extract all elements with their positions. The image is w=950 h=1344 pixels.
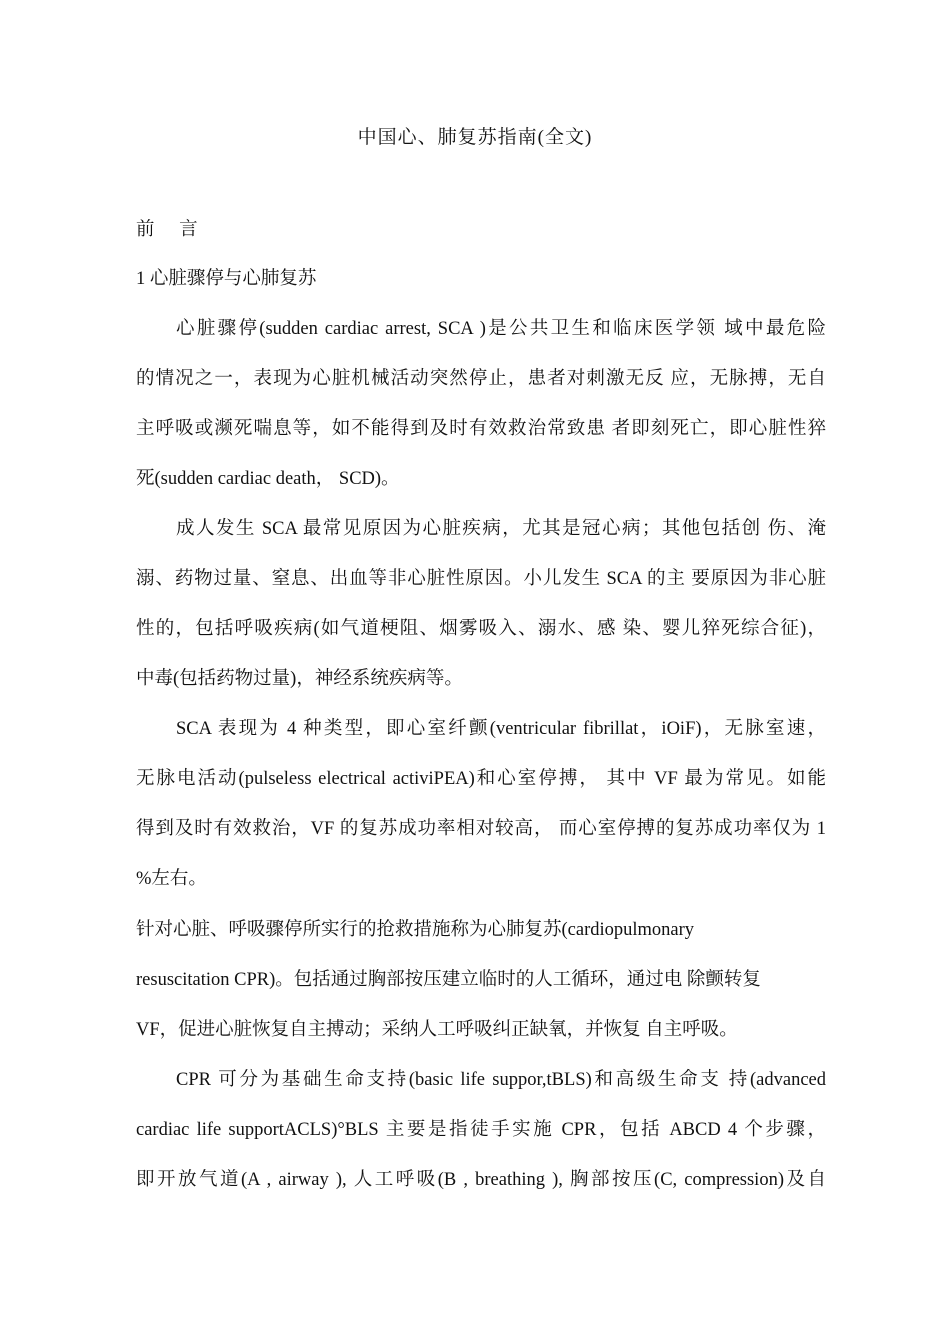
paragraph-line: cardiac life supportACLS)°BLS 主要是指徒手实施 CPR，包括 ABCD 4 个步骤， [136, 1120, 826, 1140]
paragraph-line: 针对心脏、呼吸骤停所实行的抢救措施称为心肺复苏(cardiopulmonary [136, 920, 695, 940]
paragraph-line: 心脏骤停(sudden cardiac arrest, SCA )是公共卫生和临床医学领 域中最危险 [176, 319, 826, 339]
paragraph-line: 溺、药物过量、窒息、出血等非心脏性原因。小儿发生 SCA 的主 要原因为非心脏 [136, 569, 826, 589]
paragraph-line: 的情况之一，表现为心脏机械活动突然停止，患者对刺激无反 应，无脉搏，无自 [136, 369, 826, 389]
paragraph-line: 得到及时有效救治，VF 的复苏成功率相对较高， 而心室停搏的复苏成功率仅为 1 [136, 819, 826, 839]
paragraph-line: 成人发生 SCA 最常见原因为心脏疾病，尤其是冠心病；其他包括创 伤、淹 [176, 519, 826, 539]
heading-preface: 前 言 [136, 220, 208, 240]
paragraph-line: %左右。 [136, 869, 207, 889]
paragraph-line: 中毒(包括药物过量)，神经系统疾病等。 [136, 669, 463, 689]
paragraph-line: CPR 可分为基础生命支持(basic life suppor,tBLS)和高级生命支 持(advanced [176, 1070, 826, 1090]
paragraph-line: SCA 表现为 4 种类型，即心室纤颤(ventricular fibrillat，iOiF)，无脉室速， [176, 719, 826, 739]
paragraph-line: 性的，包括呼吸疾病(如气道梗阻、烟雾吸入、溺水、感 染、婴儿猝死综合征)， [136, 619, 826, 639]
heading-section-1: 1 心脏骤停与心肺复苏 [136, 269, 317, 289]
paragraph-line: 主呼吸或濒死喘息等，如不能得到及时有效救治常致患 者即刻死亡，即心脏性猝 [136, 419, 826, 439]
paragraph-line: 死(sudden cardiac death， SCD)。 [136, 469, 400, 489]
paragraph-line: resuscitation CPR)。包括通过胸部按压建立临时的人工循环，通过电 除颤转复 [136, 970, 761, 990]
paragraph-line: 即开放气道(A , airway ), 人工呼吸(B , breathing ), 胸部按压(C, compression)及自 [136, 1170, 826, 1190]
document-title: 中国心、肺复苏指南(全文) [357, 127, 593, 148]
paragraph-line: VF，促进心脏恢复自主搏动；采纳人工呼吸纠正缺氧，并恢复 自主呼吸。 [136, 1020, 738, 1040]
paragraph-line: 无脉电活动(pulseless electrical activiPEA)和心室停搏， 其中 VF 最为常见。如能 [136, 769, 826, 789]
